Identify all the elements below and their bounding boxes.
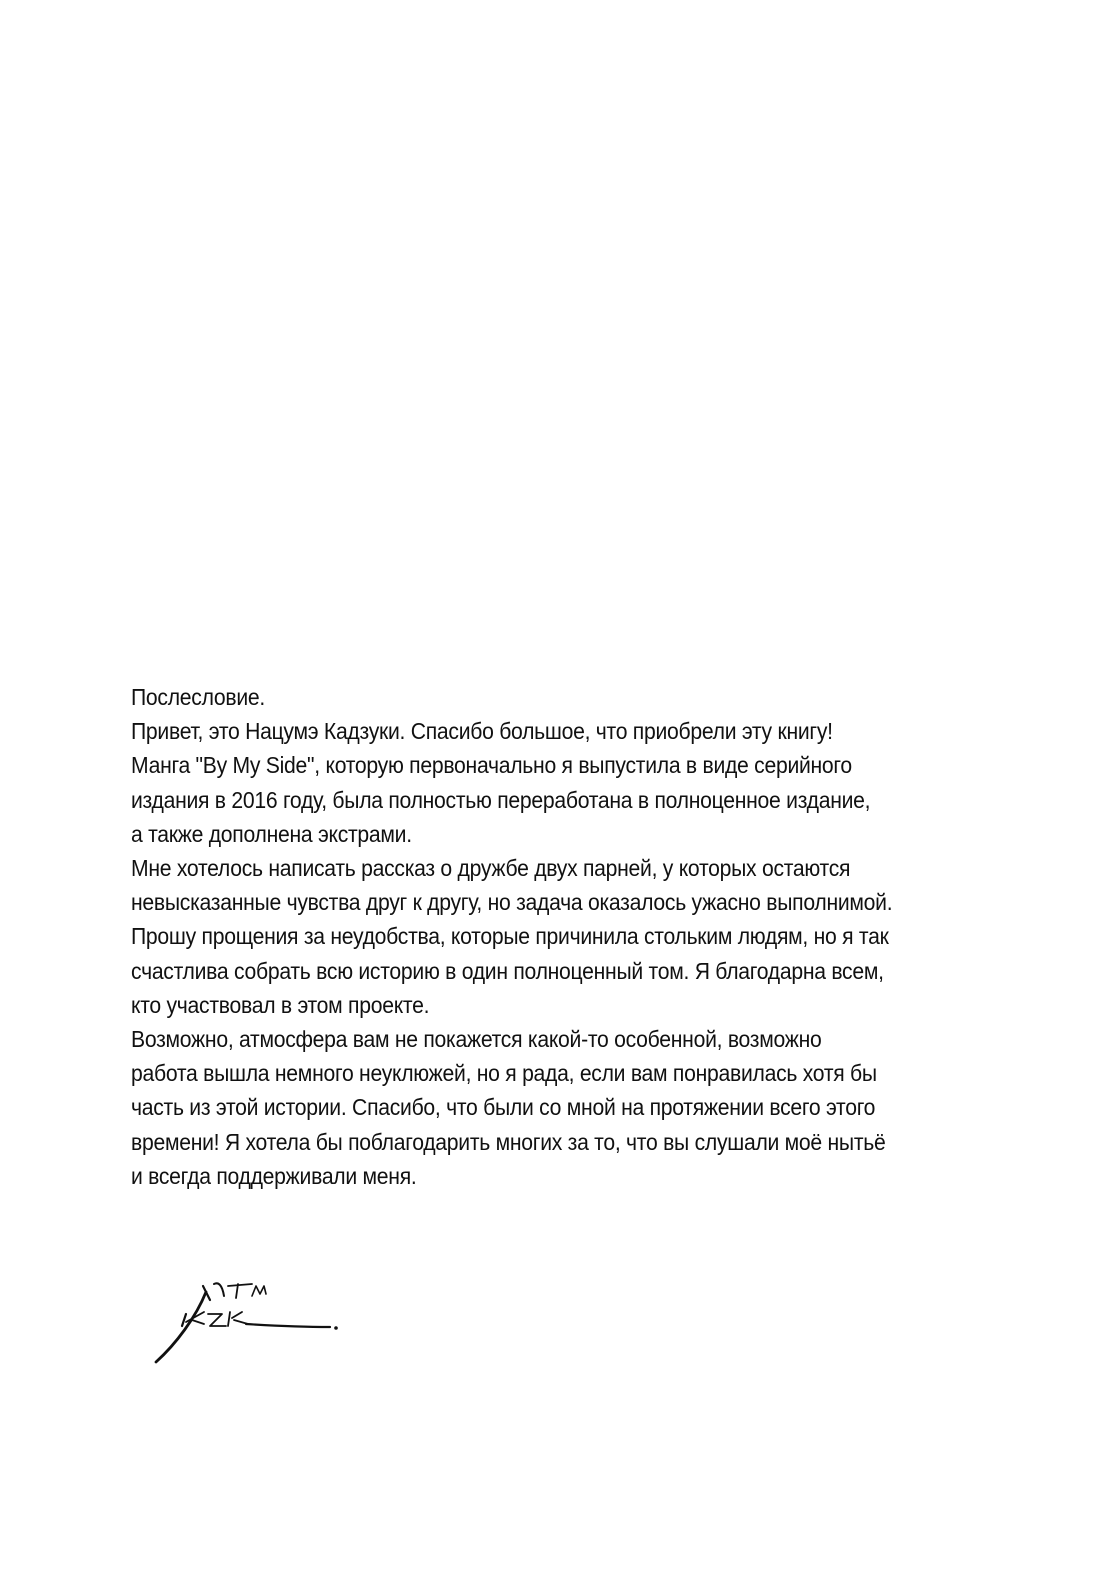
afterword-line: Возможно, атмосфера вам не покажется какой-то особенной, возможно bbox=[131, 1026, 822, 1053]
afterword-line: времени! Я хотела бы поблагодарить многих за то, что вы слушали моё нытьё bbox=[131, 1128, 886, 1155]
afterword-line: Прошу прощения за неудобства, которые причинила стольким людям, но я так bbox=[131, 923, 889, 950]
afterword-line: часть из этой истории. Спасибо, что были со мной на протяжении всего этого bbox=[131, 1094, 876, 1121]
signature-image bbox=[148, 1272, 348, 1372]
afterword-line: счастлива собрать всю историю в один полноценный том. Я благодарна всем, bbox=[131, 957, 884, 984]
afterword-line: Привет, это Нацумэ Кадзуки. Спасибо большое, что приобрели эту книгу! bbox=[131, 718, 833, 745]
afterword-line: Мне хотелось написать рассказ о дружбе двух парней, у которых остаются bbox=[131, 855, 851, 882]
afterword-line: Манга "By My Side", которую первоначально я выпустила в виде серийного bbox=[131, 752, 852, 779]
afterword-line: и всегда поддерживали меня. bbox=[131, 1162, 417, 1189]
afterword-line: а также дополнена экстрами. bbox=[131, 820, 412, 847]
afterword-line: работа вышла немного неуклюжей, но я рада, если вам понравилась хотя бы bbox=[131, 1060, 877, 1087]
afterword-line: издания в 2016 году, была полностью переработана в полноценное издание, bbox=[131, 786, 871, 813]
afterword-line: кто участвовал в этом проекте. bbox=[131, 991, 430, 1018]
afterword-text bbox=[131, 680, 991, 1193]
afterword-line: невысказанные чувства друг к другу, но задача оказалось ужасно выполнимой. bbox=[131, 889, 893, 916]
afterword-title: Послесловие. bbox=[131, 684, 266, 710]
